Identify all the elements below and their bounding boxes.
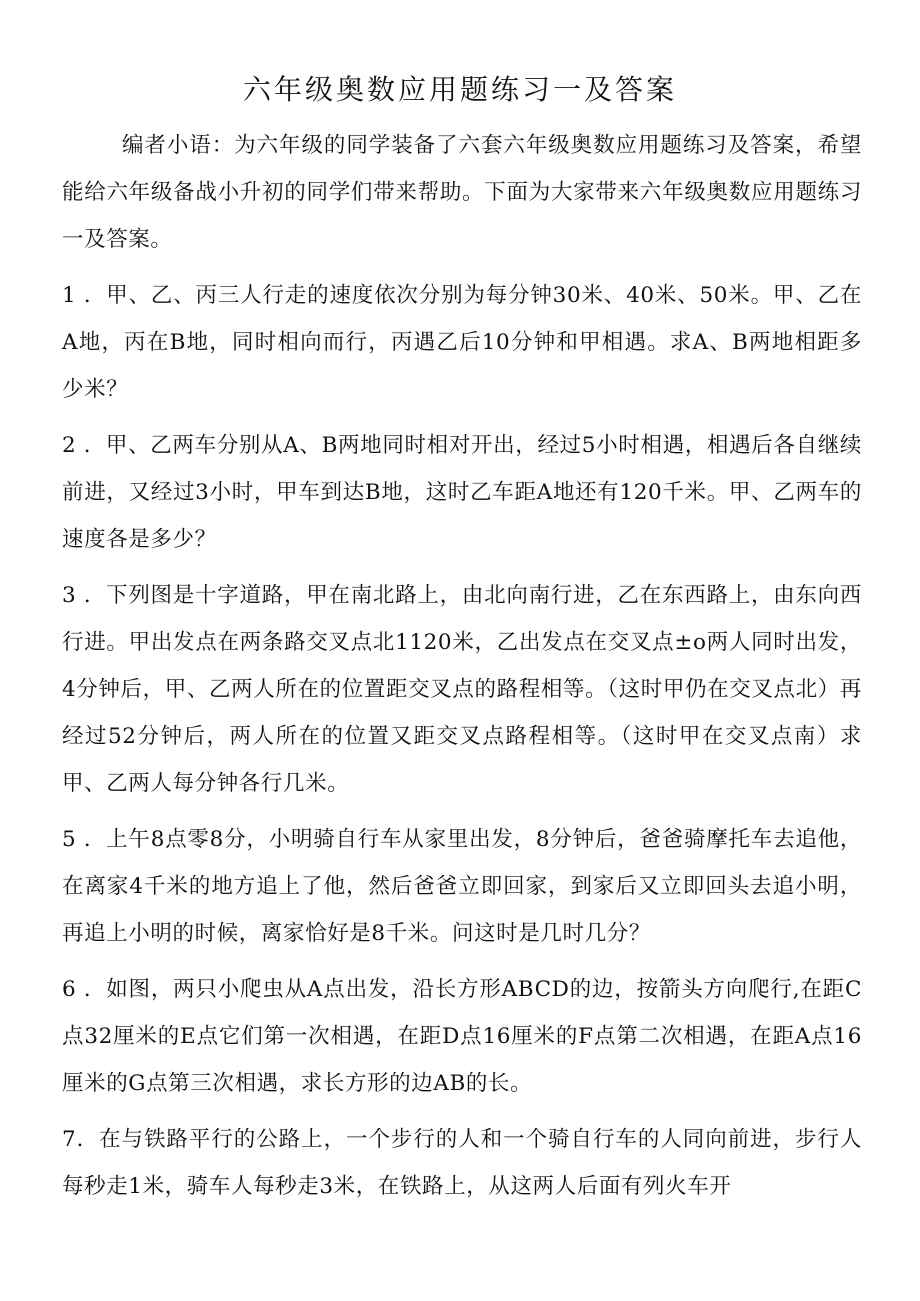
intro-paragraph: 编者小语：为六年级的同学装备了六套六年级奥数应用题练习及答案，希望能给六年级备战小升初的同学们带来帮助。下面为大家带来六年级奥数应用题练习一及答案。 [62, 133, 862, 252]
problem-3: 3 ．下列图是十字道路，甲在南北路上，由北向南行进，乙在东西路上，由东向西行进。甲出发点在两条路交叉点北1120米，乙出发点在交叉点±o两人同时出发，4分钟后，甲、乙两人所在的位置距交叉点的路程相等。（这时甲仍在交叉点北）再经过52分钟后，两人所在的位置又距交叉点路程相等。（这时甲在交叉点南）求甲、乙两人每分钟各行几米。 [62, 583, 862, 796]
problem-2: 2 ．甲、乙两车分别从A、B两地同时相对开出，经过5小时相遇，相遇后各自继续前进，又经过3小时，甲车到达B地，这时乙车距A地还有120千米。甲、乙两车的速度各是多少？ [62, 433, 862, 552]
document-body [62, 122, 862, 1219]
problem-6: 6 ．如图，两只小爬虫从A点出发，沿长方形ABCD的边，按箭头方向爬行,在距C点32厘米的E点它们第一次相遇，在距D点16厘米的F点第二次相遇，在距A点16厘米的G点第三次相遇，求长方形的边AB的长。 [62, 977, 862, 1096]
problem-1: 1 ．甲、乙、丙三人行走的速度依次分别为每分钟30米、40米、50米。甲、乙在A地，丙在B地，同时相向而行，丙遇乙后10分钟和甲相遇。求A、B两地相距多少米？ [62, 283, 862, 402]
problem-7: 7．在与铁路平行的公路上，一个步行的人和一个骑自行车的人同向前进，步行人每秒走1米，骑车人每秒走3米，在铁路上，从这两人后面有列火车开 [62, 1127, 862, 1199]
document-title: 六年级奥数应用题练习一及答案 [242, 73, 677, 106]
problem-5: 5 ．上午8点零8分，小明骑自行车从家里出发，8分钟后，爸爸骑摩托车去追他，在离家4千米的地方追上了他，然后爸爸立即回家，到家后又立即回头去追小明，再追上小明的时候，离家恰好是8千米。问这时是几时几分？ [62, 827, 862, 946]
